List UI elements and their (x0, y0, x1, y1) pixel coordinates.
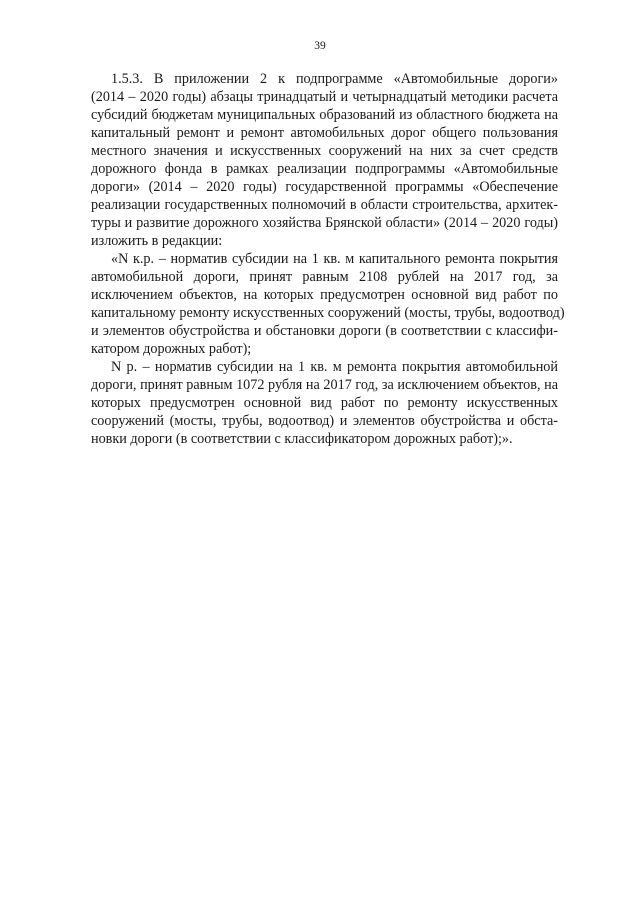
text-line: «N к.р. – норматив субсидии на 1 кв. м капитального ремонта покрытия (111, 251, 558, 267)
text-line: новки дороги (в соответствии с классификатором дорожных работ);». (91, 431, 513, 447)
text-line: капитальный ремонт и ремонт автомобильных дорог общего пользования (91, 125, 558, 141)
paragraph-capital-repair-rate (91, 250, 565, 358)
text-line: дороги» (2014 – 2020 годы) государственной программы «Обеспечение (91, 179, 558, 195)
text-line: сооружений (мосты, трубы, водоотвод) и элементов обустройства и обста- (91, 413, 558, 429)
text-line: (2014 – 2020 годы) абзацы тринадцатый и четырнадцатый методики расчета (91, 89, 558, 105)
text-line: и элементов обустройства и обстановки дороги (в соответствии с классифи- (91, 323, 558, 339)
text-line: местного значения и искусственных сооружений на них за счет средств (91, 143, 558, 159)
text-line: автомобильной дороги, принят равным 2108 рублей на 2017 год, за (91, 269, 558, 285)
text-line: N р. – норматив субсидии на 1 кв. м ремонта покрытия автомобильной (111, 359, 558, 375)
paragraph-amendment-intro (91, 70, 558, 250)
text-line: катором дорожных работ); (91, 341, 252, 357)
text-line: реализации государственных полномочий в области строительства, архитек- (91, 197, 558, 213)
text-line: 1.5.3. В приложении 2 к подпрограмме «Автомобильные дороги» (111, 71, 558, 87)
text-line: дорожного фонда в рамках реализации подпрограммы «Автомобильные (91, 161, 558, 177)
text-line: туры и развитие дорожного хозяйства Брянской области» (2014 – 2020 годы) (91, 215, 558, 231)
text-line: исключением объектов, на которых предусмотрен основной вид работ по (91, 287, 558, 303)
page-number: 39 (314, 40, 326, 52)
text-line: которых предусмотрен основной вид работ по ремонту искусственных (91, 395, 558, 411)
text-line: изложить в редакции: (91, 233, 223, 249)
paragraph-repair-rate (91, 358, 558, 448)
text-line: дороги, принят равным 1072 рубля на 2017 год, за исключением объектов, на (91, 377, 558, 393)
document-body (91, 70, 565, 448)
text-line: капитальному ремонту искусственных сооружений (мосты, трубы, водоотвод) (91, 305, 565, 321)
text-line: субсидий бюджетам муниципальных образований из областного бюджета на (91, 107, 558, 123)
